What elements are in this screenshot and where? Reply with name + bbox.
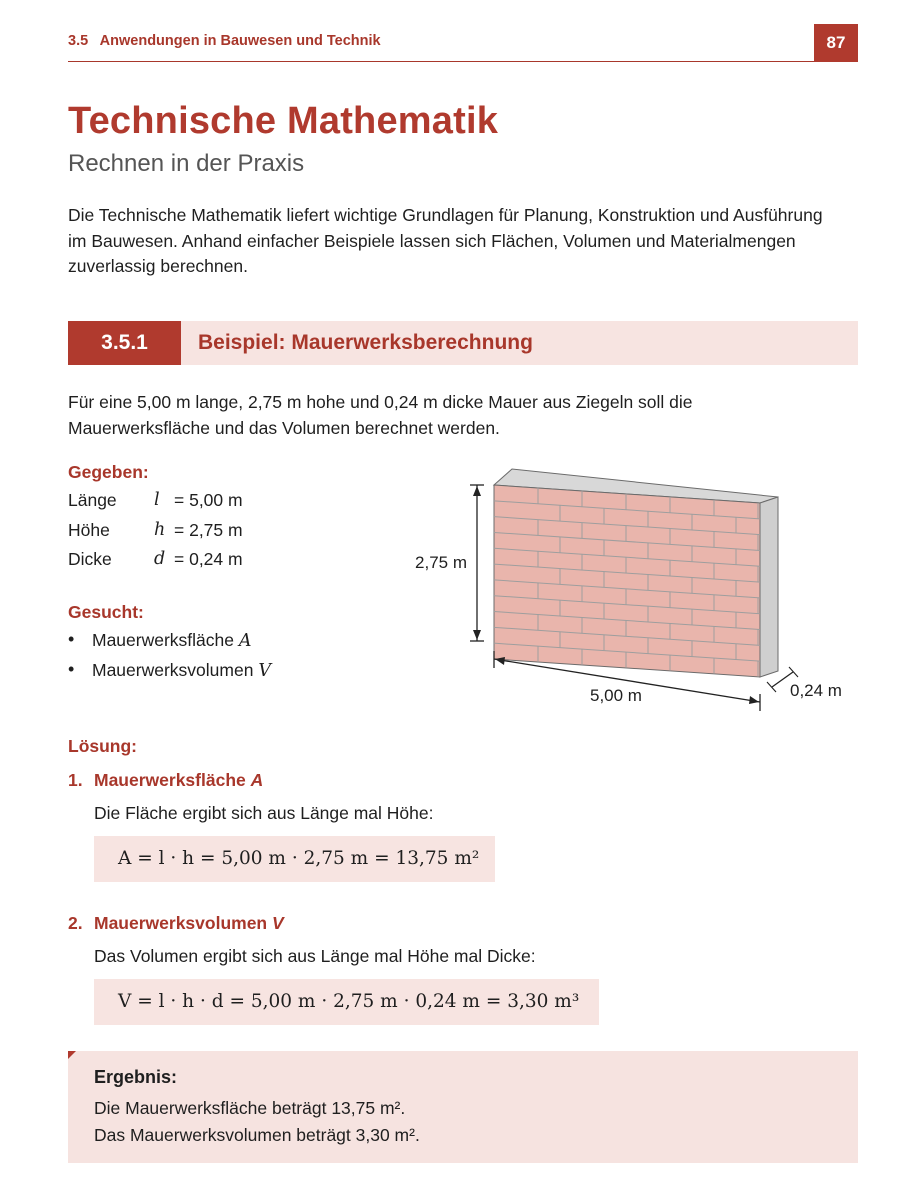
- header-section-number: 3.5: [68, 33, 89, 49]
- step-heading: [68, 770, 508, 791]
- corner-marker: [68, 1051, 76, 1059]
- step-heading: [68, 913, 608, 934]
- wall-front-face: [494, 485, 760, 677]
- step-variable: A: [250, 770, 264, 790]
- sought-variable: V: [258, 661, 271, 681]
- step-text: Die Fläche ergibt sich aus Länge mal Höhe:: [94, 803, 434, 823]
- page-subtitle: Rechnen in der Praxis: [68, 150, 305, 177]
- sought-list: [68, 630, 271, 690]
- wall-side-face: [760, 497, 778, 677]
- result-line-area: Die Mauerwerksfläche beträgt 13,75 m².: [94, 1098, 406, 1118]
- given-label: Höhe: [68, 519, 110, 540]
- length-label: 5,00 m: [590, 686, 642, 705]
- section-title: Beispiel: Mauerwerksberechnung: [198, 331, 533, 354]
- given-variable: l: [154, 490, 160, 510]
- intro-paragraph: Die Technische Mathematik liefert wichtige Grundlagen für Planung, Konstruktion und Ausführung im Bauwesen. Anhand einfacher Beispiele lassen sich Flächen, Volumen und Materialmengen zuverlassig berechnen.: [68, 205, 823, 276]
- list-item: [68, 660, 271, 690]
- step-variable: V: [272, 913, 284, 933]
- header-section: [68, 33, 381, 49]
- given-item: [68, 549, 368, 579]
- given-heading: Gegeben:: [68, 462, 149, 482]
- given-value: = 2,75 m: [174, 519, 243, 540]
- step-title: Mauerwerksfläche: [94, 770, 246, 790]
- step-number: 1.: [68, 770, 83, 790]
- height-label: 2,75 m: [415, 553, 467, 572]
- given-label: Dicke: [68, 549, 112, 569]
- given-item: [68, 520, 368, 550]
- header-section-title: Anwendungen in Bauwesen und Technik: [99, 33, 381, 49]
- sought-variable: A: [238, 631, 252, 651]
- sought-text: Mauerwerksvolumen: [92, 660, 254, 680]
- page-number: 87: [814, 24, 858, 62]
- thickness-label: 0,24 m: [790, 681, 842, 700]
- formula-box: A = l · h = 5,00 m · 2,75 m = 13,75 m²: [94, 836, 495, 882]
- step-number: 2.: [68, 913, 83, 933]
- step-title: Mauerwerksvolumen: [94, 913, 268, 933]
- solution-step-1: [68, 770, 508, 882]
- sought-text: Mauerwerksfläche: [92, 630, 234, 650]
- step-text: Das Volumen ergibt sich aus Länge mal Höhe mal Dicke:: [94, 946, 536, 966]
- given-variable: h: [154, 519, 166, 540]
- given-item: [68, 490, 368, 520]
- brick-wall-figure: [400, 462, 860, 712]
- result-box: [68, 1051, 858, 1163]
- sought-heading: Gesucht:: [68, 602, 144, 622]
- result-heading: Ergebnis:: [94, 1067, 178, 1087]
- formula-box: V = l · h · d = 5,00 m · 2,75 m · 0,24 m = 3,30 m³: [94, 979, 599, 1025]
- given-list: [68, 490, 368, 579]
- solution-step-2: [68, 913, 608, 1025]
- given-value: = 5,00 m: [174, 490, 243, 510]
- section-number: 3.5.1: [68, 321, 181, 365]
- solution-heading: Lösung:: [68, 736, 138, 756]
- given-label: Länge: [68, 490, 117, 510]
- given-value: = 0,24 m: [174, 549, 243, 569]
- section-heading-bar: [68, 321, 858, 365]
- given-variable: d: [154, 549, 166, 569]
- list-item: [68, 630, 271, 660]
- result-line-volume: Das Mauerwerksvolumen beträgt 3,30 m².: [94, 1125, 420, 1145]
- page-title: Technische Mathematik: [68, 100, 499, 142]
- task-description: Für eine 5,00 m lange, 2,75 m hohe und 0,24 m dicke Mauer aus Ziegeln soll die Mauerwerksfläche und das Volumen berechnet werden.: [68, 392, 693, 438]
- running-header: [68, 24, 858, 62]
